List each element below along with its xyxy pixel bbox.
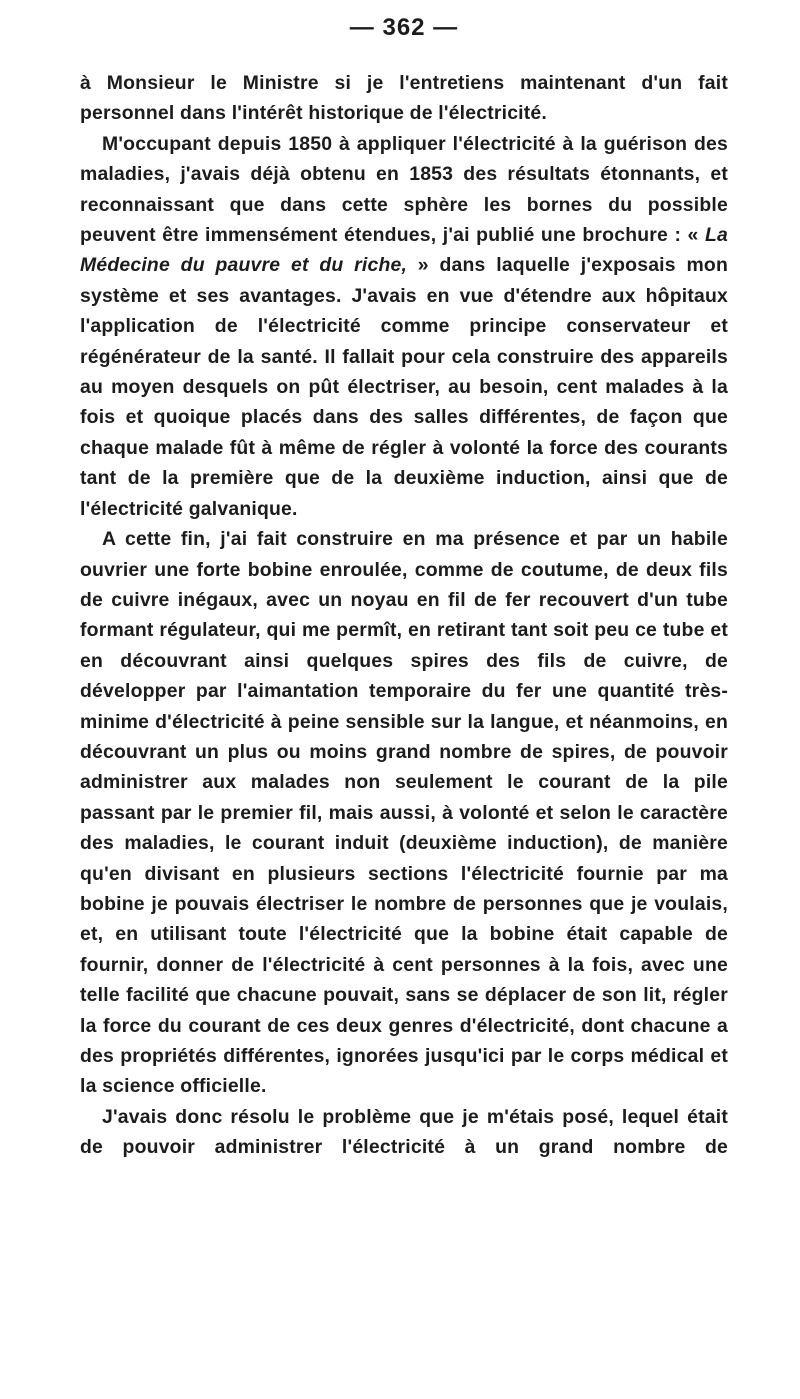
document-page xyxy=(80,10,728,1163)
paragraph-2-end: » dans laquelle j'exposais mon système et ses avantages. J'avais en vue d'étendre aux hôpitaux l'application de l'électricité comme principe conservateur et régénérateur de la santé. Il fallait pour cela construire des appareils au moyen desquels on pût électriser, au besoin, cent malades à la fois et quoique placés dans des salles différentes, de façon que chaque malade fût à même de régler à volonté la force des courants tant de la première que de la deuxième induction, ainsi que de l'électricité galvanique. xyxy=(80,254,728,520)
paragraph-1: à Monsieur le Ministre si je l'entretiens maintenant d'un fait personnel dans l'intérêt historique de l'électricité. xyxy=(80,72,728,125)
page-number: — 362 — xyxy=(349,14,459,41)
brochure-title: La Médecine du pauvre et du riche, xyxy=(80,224,728,277)
paragraph-2 xyxy=(80,129,728,524)
paragraph-2-start: M'occupant depuis 1850 à appliquer l'électricité à la guérison des maladies, j'avais déjà obtenu en 1853 des résultats étonnants, et reconnaissant que dans cette sphère les bornes du possible peuvent être immensément étendues, j'ai publié une brochure : « xyxy=(80,132,728,247)
paragraph-3: A cette fin, j'ai fait construire en ma présence et par un habile ouvrier une forte bobine enroulée, comme de coutume, de deux fils de cuivre inégaux, avec un noyau en fil de fer recouvert d'un tube formant régulateur, qui me permît, en retirant tant soit peu ce tube et en découvrant ainsi quelques spires des fils de cuivre, de développer par l'aimantation temporaire du fer une quantité très-minime d'électricité à peine sensible sur la langue, et néanmoins, en découvrant un plus ou moins grand nombre de spires, de pouvoir administrer aux malades non seulement le courant de la pile passant par le premier fil, mais aussi, à volonté et selon le caractère des maladies, le courant induit (deuxième induction), de manière qu'en divisant en plusieurs sections l'électricité fournie par ma bobine je pouvais électriser le nombre de personnes que je voulais, et, en utilisant toute l'électricité que la bobine était capable de fournir, donner de l'électricité à cent personnes à la fois, avec une telle facilité que chacune pouvait, sans se déplacer de son lit, régler la force du courant de ces deux genres d'électricité, dont chacune a des propriétés différentes, ignorées jusqu'ici par le corps médical et la science officielle. xyxy=(80,528,728,1098)
paragraph-4: J'avais donc résolu le problème que je m'étais posé, lequel était de pouvoir administrer l'électricité à un grand nombre de xyxy=(80,1105,728,1159)
body-text xyxy=(80,68,728,1163)
